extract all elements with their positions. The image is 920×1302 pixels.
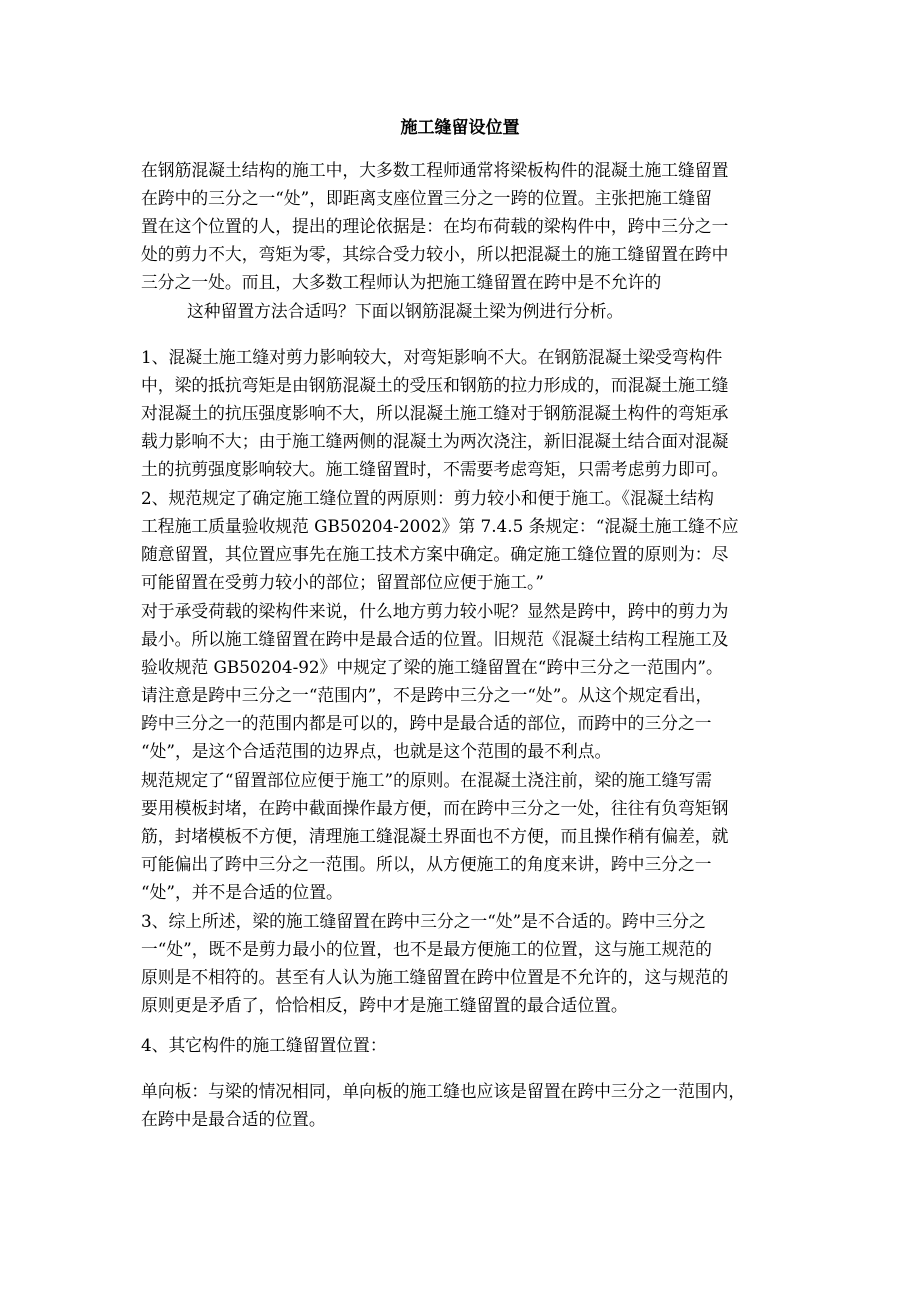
page-title: 施工缝留设位置 (400, 118, 520, 138)
text-line: 请注意是跨中三分之一“范围内”，不是跨中三分之一“处”。从这个规定看出， (141, 685, 713, 705)
text-line: 三分之一处。而且，大多数工程师认为把施工缝留置在跨中是不允许的 (141, 272, 662, 292)
text-line: 2、规范规定了确定施工缝位置的两原则：剪力较小和便于施工。《混凝土结构 (141, 488, 714, 508)
text-line: 土的抗剪强度影响较大。施工缝留置时，不需要考虑弯矩，只需考虑剪力即可。 (141, 459, 729, 479)
text-line: 一“处”，既不是剪力最小的位置，也不是最方便施工的位置，这与施工规范的 (141, 939, 712, 959)
text-line: 3、综上所述，梁的施工缝留置在跨中三分之一“处”是不合适的。跨中三分之 (141, 911, 706, 931)
text-line: 原则是不相符的。甚至有人认为施工缝留置在跨中位置是不允许的，这与规范的 (141, 967, 729, 987)
text-line: 可能偏出了跨中三分之一范围。所以，从方便施工的角度来讲，跨中三分之一 (141, 854, 712, 874)
paragraph-convenience (141, 766, 781, 906)
text-line: 规范规定了“留置部位应便于施工”的原则。在混凝土浇注前，梁的施工缝写需 (141, 770, 712, 790)
paragraph-intro (141, 156, 781, 296)
paragraph-one-way-slab (141, 1077, 781, 1133)
text-line: 在钢筋混凝土结构的施工中，大多数工程师通常将梁板构件的混凝土施工缝留置 (141, 160, 729, 180)
text-line: 筋，封堵模板不方便，清理施工缝混凝土界面也不方便，而且操作稍有偏差，就 (141, 826, 729, 846)
text-line: “处”，是这个合适范围的边界点，也就是这个范围的最不利点。 (141, 741, 612, 761)
text-line: 可能留置在受剪力较小的部位；留置部位应便于施工。” (141, 572, 544, 592)
paragraph-point-2 (141, 484, 781, 596)
text-line: 中，梁的抵抗弯矩是由钢筋混凝土的受压和钢筋的拉力形成的，而混凝土施工缝 (141, 375, 729, 395)
text-line: 置在这个位置的人，提出的理论依据是：在均布荷载的梁构件中，跨中三分之一 (141, 216, 729, 236)
text-line: 对于承受荷载的梁构件来说，什么地方剪力较小呢？显然是跨中，跨中的剪力为 (141, 601, 729, 621)
text-line: 4、其它构件的施工缝留置位置： (141, 1035, 387, 1055)
text-line: 这种留置方法合适吗？下面以钢筋混凝土梁为例进行分析。 (187, 301, 624, 321)
text-line: 单向板：与梁的情况相同，单向板的施工缝也应该是留置在跨中三分之一范围内， (141, 1081, 746, 1101)
paragraph-point-4 (141, 1031, 781, 1059)
text-line: 跨中三分之一的范围内都是可以的，跨中是最合适的部位，而跨中的三分之一 (141, 713, 712, 733)
paragraph-question (141, 297, 781, 325)
text-line: 载力影响不大；由于施工缝两侧的混凝土为两次浇注，新旧混凝土结合面对混凝 (141, 431, 729, 451)
text-line: 验收规范 GB50204-92》中规定了梁的施工缝留置在“跨中三分之一范围内”。 (141, 657, 723, 677)
paragraph-point-1 (141, 343, 781, 483)
text-line: 最小。所以施工缝留置在跨中是最合适的位置。旧规范《混凝土结构工程施工及 (141, 629, 729, 649)
text-line: 原则更是矛盾了，恰恰相反，跨中才是施工缝留置的最合适位置。 (141, 995, 628, 1015)
text-line: “处”，并不是合适的位置。 (141, 882, 343, 902)
text-line: 对混凝土的抗压强度影响不大，所以混凝土施工缝对于钢筋混凝土构件的弯矩承 (141, 403, 729, 423)
text-line: 要用模板封堵，在跨中截面操作最方便，而在跨中三分之一处，往往有负弯矩钢 (141, 798, 729, 818)
text-line: 在跨中是最合适的位置。 (141, 1109, 326, 1129)
text-line: 在跨中的三分之一“处”，即距离支座位置三分之一跨的位置。主张把施工缝留 (141, 188, 712, 208)
paragraph-shear (141, 597, 781, 765)
text-line: 1、混凝土施工缝对剪力影响较大，对弯矩影响不大。在钢筋混凝土梁受弯构件 (141, 347, 723, 367)
paragraph-point-3 (141, 907, 781, 1019)
text-line: 工程施工质量验收规范 GB50204-2002》第 7.4.5 条规定：“混凝土施工缝不应 (141, 516, 739, 536)
text-line: 处的剪力不大，弯矩为零，其综合受力较小，所以把混凝土的施工缝留置在跨中 (141, 244, 729, 264)
text-line: 随意留置，其位置应事先在施工技术方案中确定。确定施工缝位置的原则为：尽 (141, 544, 729, 564)
